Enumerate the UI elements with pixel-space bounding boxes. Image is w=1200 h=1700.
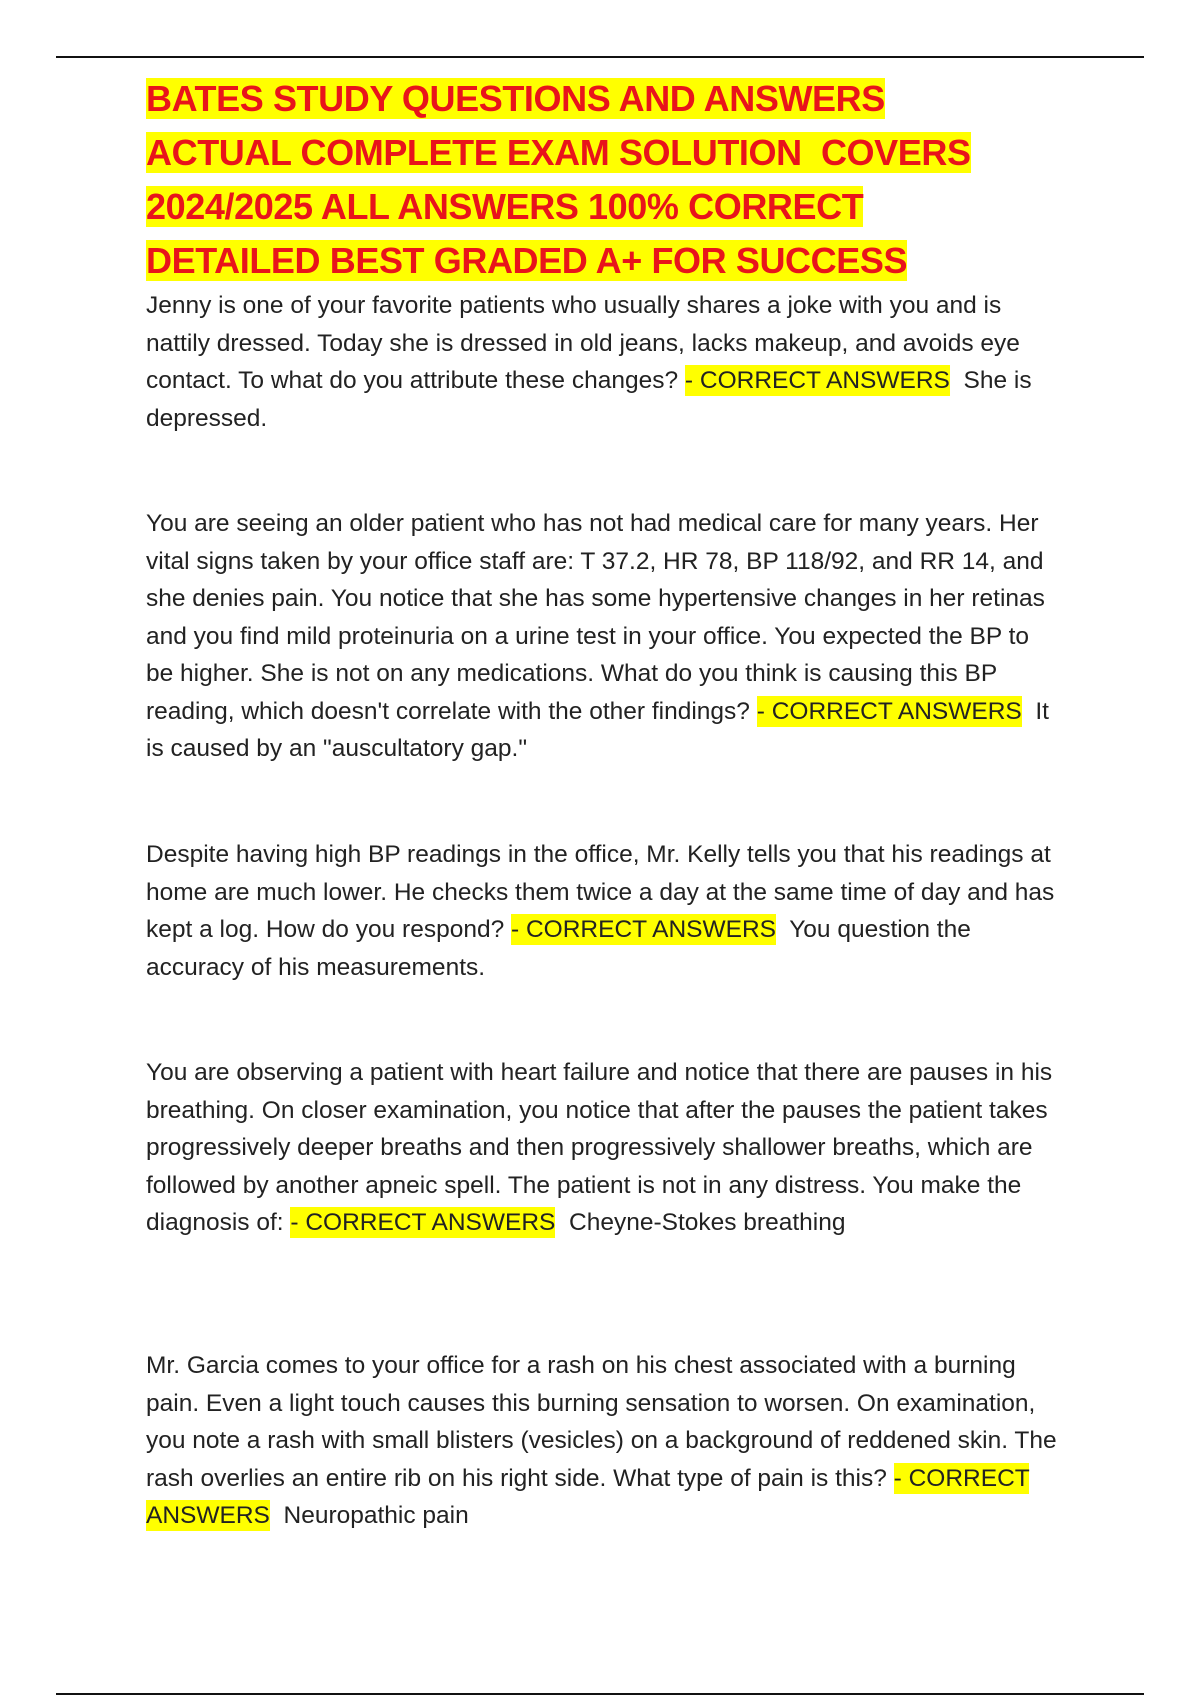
bottom-rule xyxy=(56,1693,1144,1695)
qa-item xyxy=(146,505,1058,768)
title-line: ACTUAL COMPLETE EXAM SOLUTION COVERS xyxy=(146,132,971,173)
top-rule xyxy=(56,56,1144,58)
answer-dash: - xyxy=(756,697,772,725)
answer-marker-label: CORRECT ANSWERS xyxy=(146,1464,1030,1529)
answer-marker xyxy=(685,365,950,396)
title-line: DETAILED BEST GRADED A+ FOR SUCCESS xyxy=(146,240,908,281)
answer-marker-label: CORRECT ANSWERS xyxy=(699,367,950,394)
answer-text: You question the accuracy of his measurements. xyxy=(146,916,971,981)
answer-text: She is depressed. xyxy=(146,367,1032,432)
question-text: You are observing a patient with heart failure and notice that there are pauses in his breathing. On closer examination, you notice that after the pauses the patient takes progressively deeper breaths and then progressively shallower breaths, which are followed by another apneic spell. The patient is not in any distress. You make the diagnosis of: xyxy=(146,1059,1053,1236)
answer-marker-label: CORRECT ANSWERS xyxy=(305,1209,556,1236)
question-text: Mr. Garcia comes to your office for a rash on his chest associated with a burning pain. Even a light touch causes this burning sensation to worsen. On examination, you note a rash with small blisters (vesicles) on a background of reddened skin. The rash overlies an entire rib on his right side. What type of pain is this? xyxy=(146,1352,1057,1492)
question-text: Jenny is one of your favorite patients who usually shares a joke with you and is nattily dressed. Today she is dressed in old jeans, lacks makeup, and avoids eye contact. To what do you attribute these changes? xyxy=(146,292,1020,394)
answer-dash: - xyxy=(290,1209,306,1236)
answer-dash: - xyxy=(684,367,700,394)
answer-text: Neuropathic pain xyxy=(283,1502,469,1529)
question-text: Despite having high BP readings in the office, Mr. Kelly tells you that his readings at home are much lower. He checks them twice a day at the same time of day and has kept a log. How do you respond? xyxy=(146,841,1055,943)
title-line: 2024/2025 ALL ANSWERS 100% CORRECT xyxy=(146,186,864,227)
qa-item xyxy=(146,1347,1058,1535)
answer-marker xyxy=(290,1207,555,1238)
answer-text: Cheyne-Stokes breathing xyxy=(569,1209,846,1236)
answer-marker xyxy=(511,914,776,945)
title-line: BATES STUDY QUESTIONS AND ANSWERS xyxy=(146,78,885,119)
answer-text: It is caused by an "auscultatory gap." xyxy=(146,697,1049,762)
question-text: You are seeing an older patient who has not had medical care for many years. Her vital signs taken by your office staff are: T 37.2, HR 78, BP 118/92, and RR 14, and she denies pain. You notice that she has some hypertensive changes in her retinas and you find mild proteinuria on a urine test in your office. You expected the BP to be higher. She is not on any medications. What do you think is causing this BP reading, which doesn't correlate with the other findings? xyxy=(146,510,1045,725)
document-title xyxy=(146,72,1096,288)
answer-marker xyxy=(757,696,1022,727)
answer-marker-label: CORRECT ANSWERS xyxy=(525,916,777,943)
qa-item xyxy=(146,836,1058,986)
answer-marker-label: CORRECT ANSWERS xyxy=(771,697,1022,725)
qa-item xyxy=(146,287,1058,437)
qa-item xyxy=(146,1054,1058,1242)
answer-dash: - xyxy=(511,916,526,943)
answer-dash: - xyxy=(893,1464,909,1492)
